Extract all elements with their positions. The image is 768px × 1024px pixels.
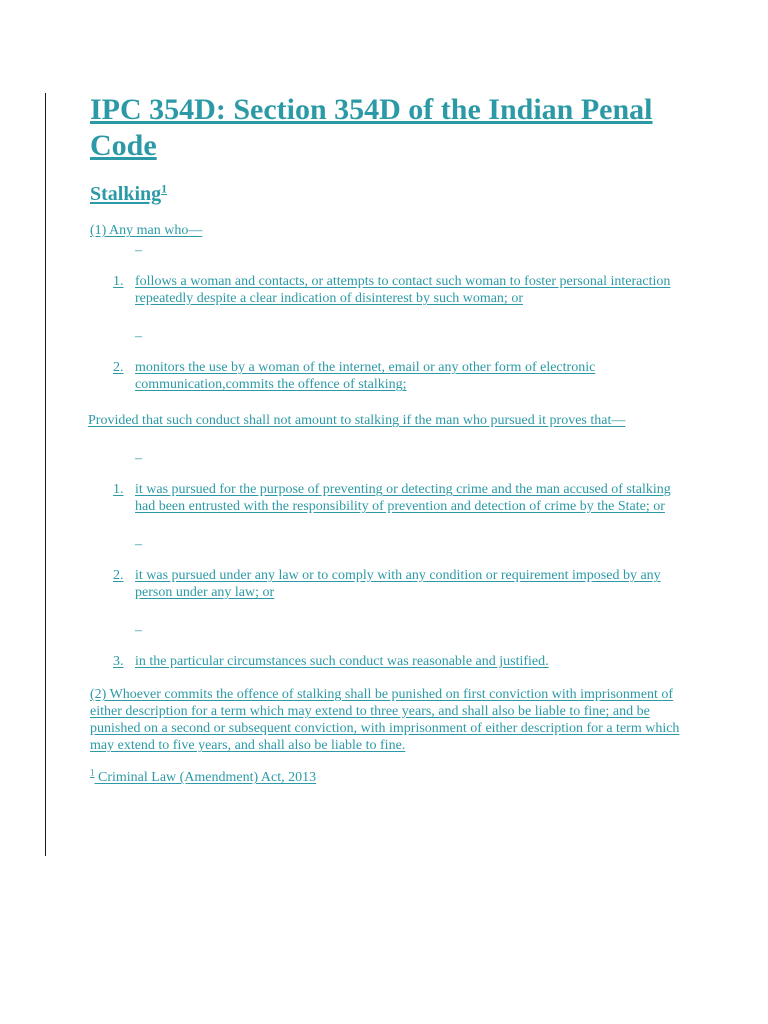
proviso-paragraph[interactable] [88,412,690,429]
list-number [90,653,135,670]
list-number [90,273,135,307]
list-text-link[interactable]: follows a woman and contacts, or attempts to contact such woman to foster personal interaction repeatedly despite a clear indication of disinterest by such woman; or [135,274,671,306]
page-title[interactable] [90,92,690,164]
list-text[interactable] [135,653,690,670]
list-text-link[interactable]: in the particular circumstances such conduct was reasonable and justified. [135,654,549,669]
list-number [90,567,135,601]
list-text[interactable] [135,359,690,393]
dash-marker: – [135,623,142,638]
list-item[interactable] [90,359,690,393]
list-number-text: 2. [113,360,124,375]
list-item[interactable] [90,653,690,670]
margin-rule [45,93,46,856]
clause-2-link[interactable]: (2) Whoever commits the offence of stalking shall be punished on first conviction with imprisonment of either description for a term which may extend to three years, and shall also be liable to fine; and be punished on a second or subsequent conviction, with imprisonment of either description for a term which may extend to five years, and shall also be liable to fine. [90,687,680,753]
section-heading-link[interactable]: Stalking [90,183,162,205]
list-text-link[interactable]: it was pursued under any law or to comply with any condition or requirement imposed by any person under any law; or [135,568,661,600]
list-text[interactable] [135,273,690,307]
title-wrap [90,92,690,164]
section-heading[interactable] [90,182,690,206]
dash-marker: – [135,451,142,466]
footnote-link[interactable]: Criminal Law (Amendment) Act, 2013 [94,770,317,785]
list-text-link[interactable]: monitors the use by a woman of the internet, email or any other form of electronic communication,commits the offence of stalking; [135,360,596,392]
list-item[interactable] [90,481,690,515]
list-text[interactable] [135,481,690,515]
clause-2-paragraph[interactable] [90,686,690,754]
list-text[interactable] [135,567,690,601]
list-text-link[interactable]: it was pursued for the purpose of preventing or detecting crime and the man accused of stalking had been entrusted with the responsibility of prevention and detection of crime by the State; or [135,482,671,514]
list-number-text: 3. [113,654,124,669]
footnote-mark: 1 [90,767,95,778]
dash-marker: – [135,329,142,344]
footnote[interactable] [90,769,690,786]
list-number-text: 1. [113,274,124,289]
list-number [90,359,135,393]
list-number [90,481,135,515]
page-title-link[interactable]: IPC 354D: Section 354D of the Indian Penal Code [90,93,653,162]
list-number-text: 2. [113,568,124,583]
document [90,92,690,786]
proviso-link[interactable]: Provided that such conduct shall not amount to stalking if the man who pursued it proves that— [88,413,626,428]
dash-marker: – [135,243,142,258]
list-item[interactable] [90,273,690,307]
intro-paragraph[interactable] [90,222,690,239]
intro-link[interactable]: (1) Any man who— [90,223,203,238]
dash-marker: – [135,537,142,552]
list-item[interactable] [90,567,690,601]
footnote-ref[interactable]: 1 [161,181,168,196]
list-number-text: 1. [113,482,124,497]
